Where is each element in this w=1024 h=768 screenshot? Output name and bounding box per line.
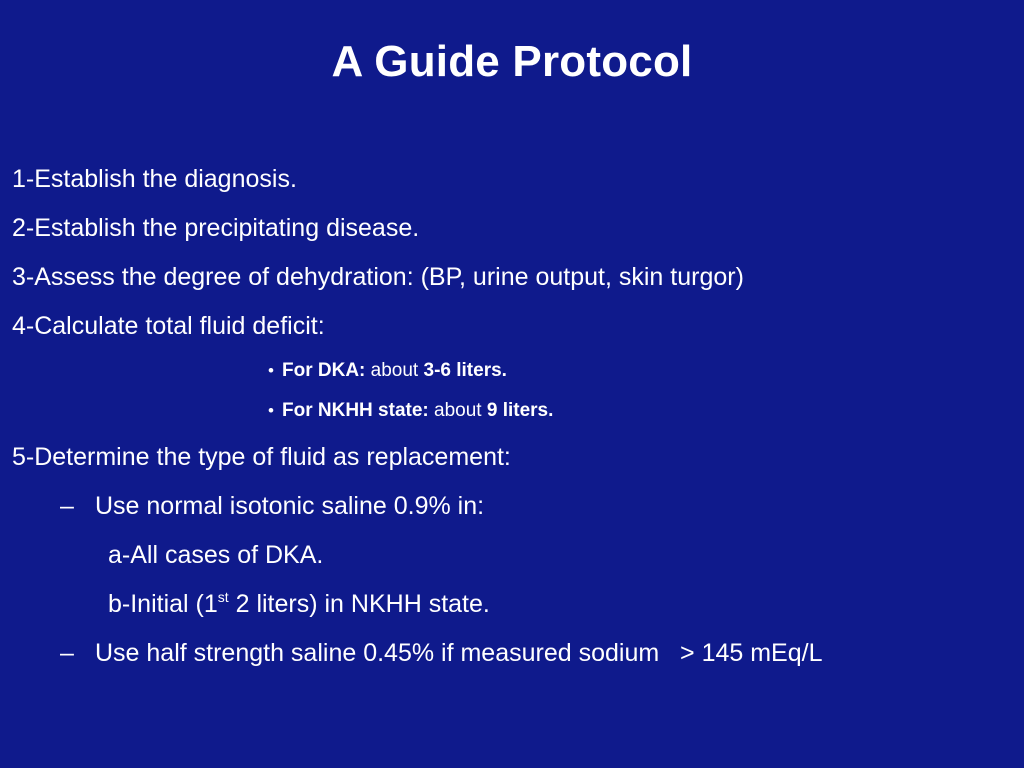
bullet-value: 9 liters. — [486, 400, 554, 421]
bullet-value: 3-6 liters. — [423, 360, 507, 381]
normal-saline-line: Use normal isotonic saline 0.9% in: — [95, 492, 485, 520]
step-3: 3-Assess the degree of dehydration: (BP, urine output, skin turgor) — [12, 263, 744, 291]
dash-marker: – — [60, 492, 74, 520]
dash-marker: – — [60, 639, 74, 667]
step-4: 4-Calculate total fluid deficit: — [12, 312, 325, 340]
half-saline-line: Use half strength saline 0.45% if measured sodium > 145 mEq/L — [95, 639, 823, 667]
bullet-dot: • — [268, 361, 274, 380]
step-1: 1-Establish the diagnosis. — [12, 165, 297, 193]
case-b-superscript: st — [217, 589, 229, 605]
bullet-label: For NKHH state: — [282, 400, 429, 421]
bullet-dot: • — [268, 401, 274, 420]
step-2: 2-Establish the precipitating disease. — [12, 214, 420, 242]
case-b-suffix: 2 liters) in NKHH state. — [228, 590, 490, 618]
bullet-middle: about — [365, 360, 424, 381]
case-b-prefix: b-Initial (1 — [108, 590, 218, 618]
deficit-bullet-dka — [268, 359, 507, 383]
slide-title: A Guide Protocol — [331, 37, 693, 86]
bullet-label: For DKA: — [282, 360, 366, 381]
deficit-bullet-nkhh — [268, 399, 553, 423]
bullet-middle: about — [428, 400, 487, 421]
case-b-line — [108, 588, 490, 620]
case-a-line: a-All cases of DKA. — [108, 541, 324, 569]
step-5: 5-Determine the type of fluid as replacement: — [12, 443, 511, 471]
